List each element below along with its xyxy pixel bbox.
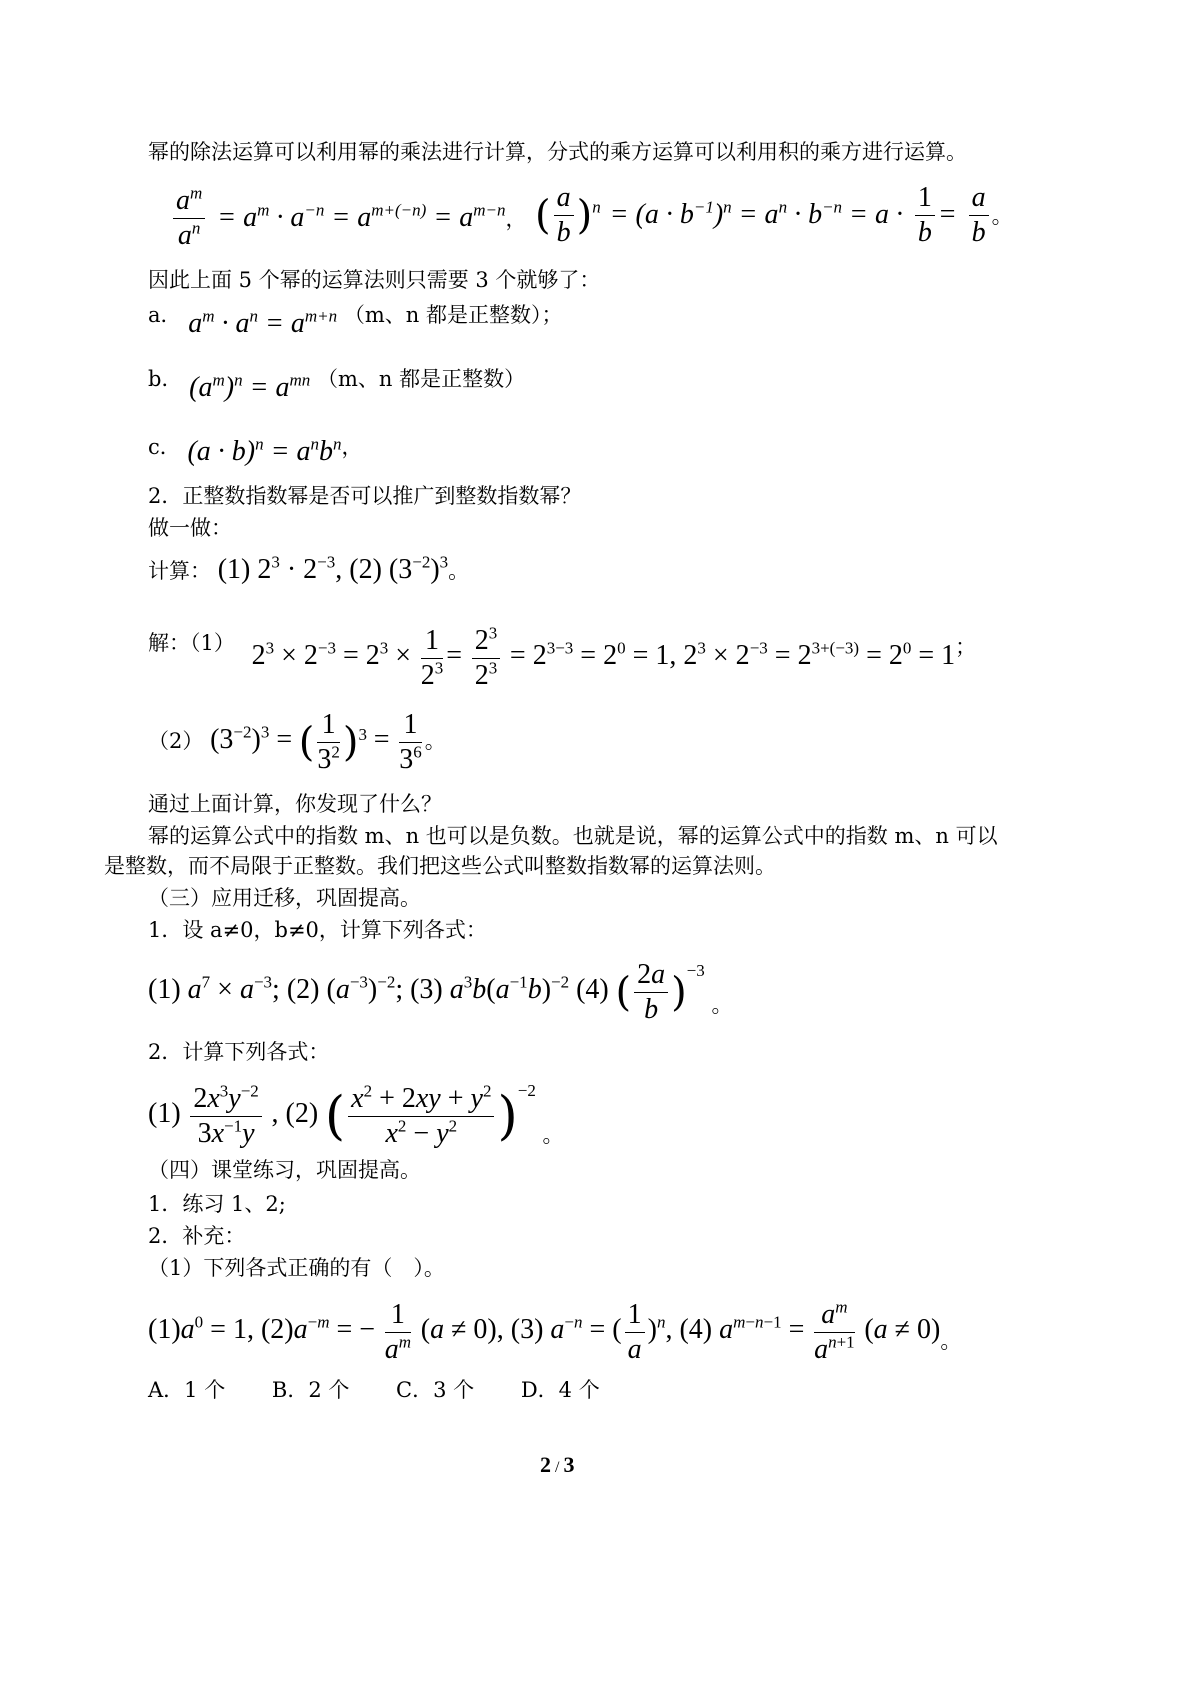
practice-1: 1．练习 1、2; (148, 1192, 286, 1216)
option-c[interactable]: C．3 个 (396, 1378, 475, 1402)
section-3-heading: （三）应用迁移，巩固提高。 (148, 886, 421, 910)
rule-b: b． $(a^m)^n = a^{mn}$ （m、n 都是正整数） (148, 367, 526, 403)
page-number: 2 / 3 (540, 1452, 575, 1477)
paragraph-intro: 幂的除法运算可以利用幂的乘法进行计算，分式的乘方运算可以利用积的乘方进行运算。 (148, 140, 967, 164)
option-b[interactable]: B．2 个 (271, 1378, 350, 1402)
fraction-am-over-an: $\frac{a^m}{a^n}$ (173, 184, 205, 253)
solution-2: （2） $(3^{-2})^3$ = ( $\frac{1}{3^2}$ )$^3$ = $\frac{1}{3^6}$ 。 (148, 709, 446, 775)
exercise-2-title: 2．计算下列各式： (148, 1040, 330, 1064)
exercise-1-title: 1．设 a≠0，b≠0，计算下列各式： (148, 918, 487, 942)
compute-line: 计算： (1) $2^3 \cdot 2^{-3}$, (2) $(3^{-2})^3$。 (148, 552, 470, 585)
mc-options (148, 1376, 600, 1404)
conclusion-line-1: 幂的运算公式中的指数 m、n 也可以是负数。也就是说，幂的运算公式中的指数 m、n 可以 (148, 824, 998, 848)
do-it-label: 做一做： (148, 516, 232, 540)
rules-intro: 因此上面 5 个幂的运算法则只需要 3 个就够了： (148, 268, 601, 292)
option-d[interactable]: D．4 个 (520, 1378, 600, 1402)
rule-c: c． $(a \cdot b)^n = a^nb^n$， (148, 434, 363, 467)
mc-question: （1）下列各式正确的有（ ）。 (148, 1256, 445, 1280)
rule-a: a． $a^m \cdot a^n = a^{m+n}$ （m、n 都是正整数）； (148, 303, 563, 339)
solution-1: 解：（1） $2^3 \times 2^{-3} = 2^3$ × $\frac{1}{2^3}$ = $\frac{2^3}{2^3}$ = $2^{3-3} = 2^0 = 1$, $2^3 \times 2^{-3} = 2^{3+(-3)} = 2^0 = 1$； (148, 623, 977, 691)
practice-2: 2．补充： (148, 1224, 246, 1248)
mc-expression: $(1)a^0 = 1$, $(2)a^{-m}$ = − $\frac{1}{a^m}$ (a ≠ 0), (3) $a^{-n}$ = ( $\frac{1}{a}$ )$^n$, (4) $a^{m-n-1}$ = $\frac{a^m}{a^{n+1}}$ (a ≠ 0)。 (148, 1297, 962, 1365)
formula-fraction-power: ( $\frac{a}{b}$ )$^n = (a \cdot b^{-1})^n = a^n \cdot b^{-n} = a$ · $\frac{1}{b}$ = $\frac{a}{b}$ 。 (535, 182, 1013, 248)
conclusion-line-2: 是整数，而不局限于正整数。我们把这些公式叫整数指数幂的运算法则。 (104, 854, 776, 878)
discover-question: 通过上面计算，你发现了什么？ (148, 792, 442, 816)
exercise-1-expression: (1) $a^7 \times a^{-3}$; (2) $(a^{-3})^{-2}$; (3) $a^3b(a^{-1}b)^{-2}$ (4) ( $\frac{2a}{b}$ )$^{-3}$ 。 (148, 959, 733, 1025)
section-4-heading: （四）课堂练习，巩固提高。 (148, 1158, 421, 1182)
formula-division: $\frac{a^m}{a^n}$ = $a^m \cdot a^{-n} = a^{m+(-n)} = a^{m-n}$， (170, 182, 526, 252)
question-2: 2．正整数指数幂是否可以推广到整数指数幂？ (148, 484, 582, 508)
option-a[interactable]: A．1 个 (148, 1378, 226, 1402)
exercise-2-expression: (1) $\frac{2x^3y^{-2}}{3x^{-1}y}$ , (2) ( $\frac{x^2 + 2xy + y^2}{x^2 - y^2}$ )$^{-2}$ 。 (148, 1081, 564, 1149)
